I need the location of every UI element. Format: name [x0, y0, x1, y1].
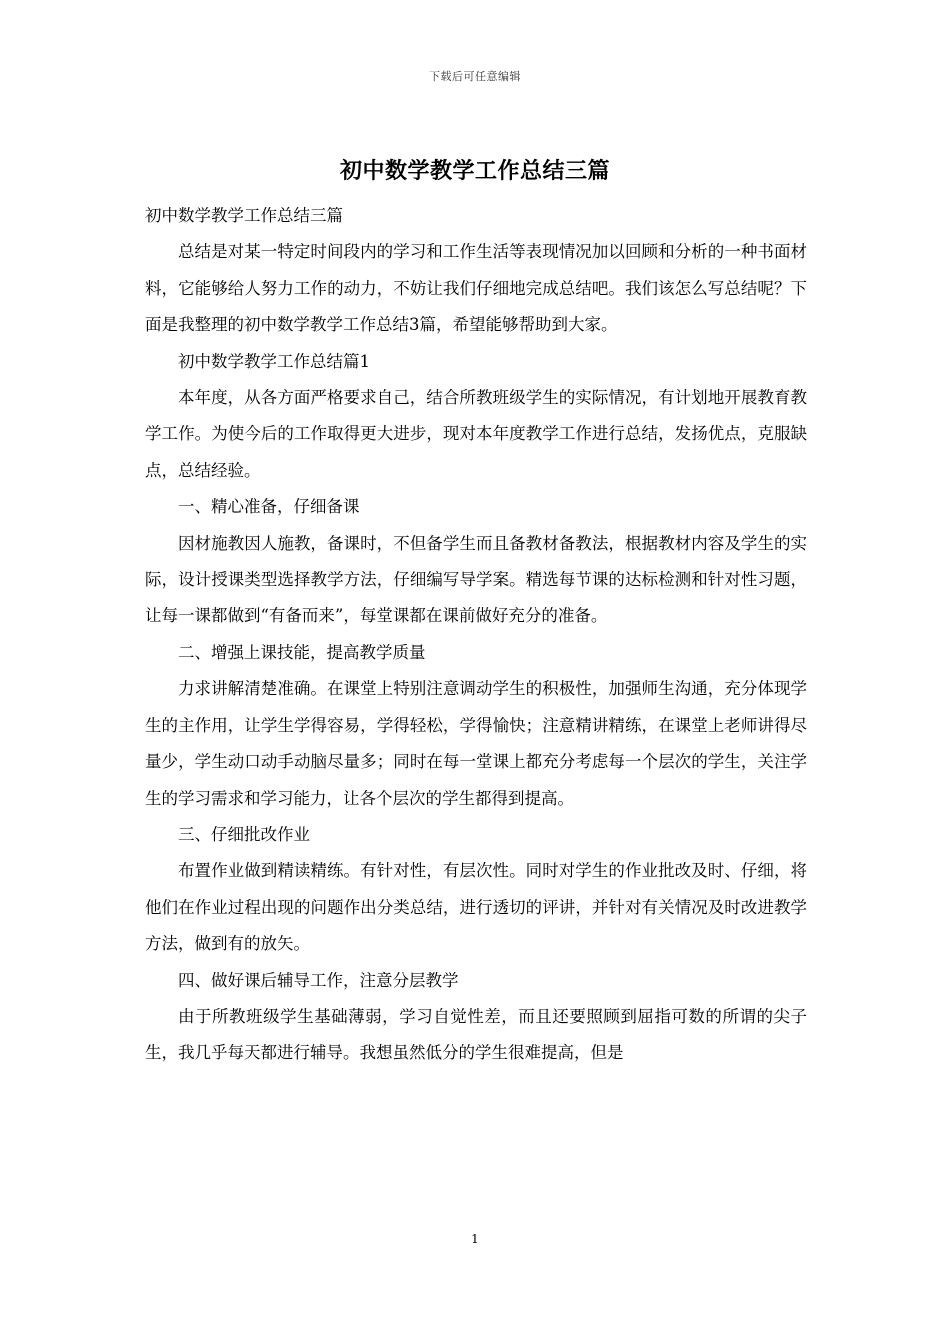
body-paragraph: 力求讲解清楚准确。在课堂上特别注意调动学生的积极性，加强师生沟通，充分体现学生的主作用，让学生学得容易，学得轻松，学得愉快；注意精讲精练，在课堂上老师讲得尽量少，学生动口动手动脑尽量多；同时在每一堂课上都充分考虑每一个层次的学生，关注学生的学习需求和学习能力，让各个层次的学生都得到提高。	[145, 679, 807, 808]
intro-paragraph: 总结是对某一特定时间段内的学习和工作生活等表现情况加以回顾和分析的一种书面材料，它能够给人努力工作的动力，不妨让我们仔细地完成总结吧。我们该怎么写总结呢？下面是我整理的初中数学教学工作总结3篇，希望能够帮助到大家。	[145, 242, 807, 335]
section-heading-3: 三、仔细批改作业	[178, 824, 310, 844]
section-heading-part-1: 初中数学教学工作总结篇1	[178, 351, 370, 371]
page-number: 1	[471, 1232, 479, 1246]
body-paragraph: 因材施教因人施教，备课时，不但备学生而且备教材备教法，根据教材内容及学生的实际，设计授课类型选择教学方法，仔细编写导学案。精选每节课的达标检测和针对性习题，让每一课都做到“有备而来”，每堂课都在课前做好充分的准备。	[145, 533, 807, 626]
document-title: 初中数学教学工作总结三篇	[339, 158, 610, 184]
document-body	[145, 198, 807, 1072]
section-heading-2: 二、增强上课技能，提高教学质量	[178, 642, 426, 662]
page-header-note: 下载后可任意编辑	[429, 70, 521, 83]
subtitle-paragraph: 初中数学教学工作总结三篇	[145, 206, 343, 225]
section-heading-1: 一、精心准备，仔细备课	[178, 497, 360, 517]
body-paragraph: 布置作业做到精读精练。有针对性，有层次性。同时对学生的作业批改及时、仔细，将他们在作业过程出现的问题作出分类总结，进行透切的评讲，并针对有关情况及时改进教学方法，做到有的放矢。	[145, 861, 807, 954]
body-paragraph: 本年度，从各方面严格要求自己，结合所教班级学生的实际情况，有计划地开展教育教学工作。为使今后的工作取得更大进步，现对本年度教学工作进行总结，发扬优点，克服缺点，总结经验。	[145, 388, 807, 480]
body-paragraph: 由于所教班级学生基础薄弱，学习自觉性差，而且还要照顾到屈指可数的所谓的尖子生，我几乎每天都进行辅导。我想虽然低分的学生很难提高，但是	[145, 1006, 807, 1063]
section-heading-4: 四、做好课后辅导工作，注意分层教学	[178, 970, 459, 990]
